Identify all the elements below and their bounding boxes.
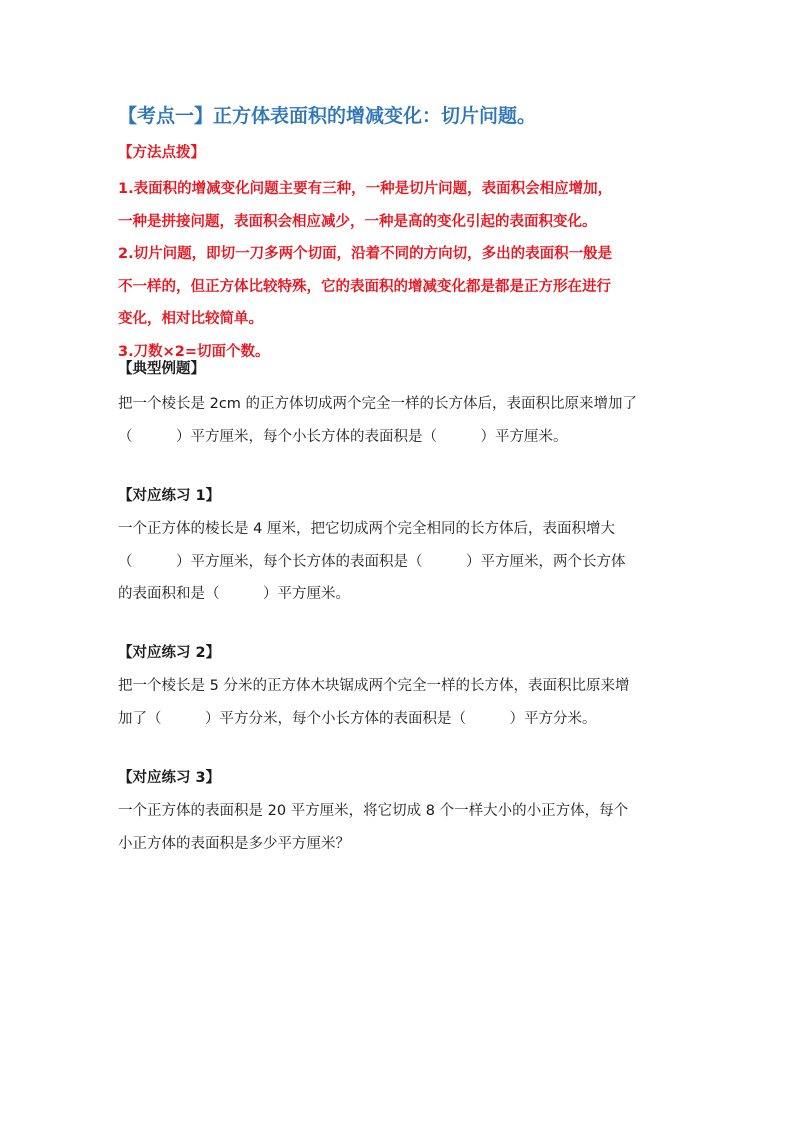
practice1-line: （ ）平方厘米，每个长方体的表面积是（ ）平方厘米，两个长方体 (118, 553, 626, 570)
practice2-heading: 【对应练习 2】 (118, 645, 221, 661)
method-heading: 【方法点拨】 (118, 145, 205, 161)
practice2-line: 加了（ ）平方分米，每个小长方体的表面积是（ ）平方分米。 (118, 710, 597, 727)
practice2-problem (118, 670, 680, 735)
practice2-line: 把一个棱长是 5 分米的正方体木块锯成两个完全一样的长方体，表面积比原来增 (118, 678, 630, 694)
example-line: 把一个棱长是 2cm 的正方体切成两个完全一样的长方体后，表面积比原来增加了 (118, 396, 638, 412)
page-title: 【考点一】正方体表面积的增减变化：切片问题。 (118, 105, 537, 127)
method-tips (118, 173, 680, 368)
practice3-problem (118, 795, 680, 860)
method-line: 不一样的，但正方体比较特殊，它的表面积的增减变化都是都是正方形在进行 (118, 278, 611, 295)
example-problem (118, 388, 680, 453)
method-line: 3.刀数×2=切面个数。 (118, 343, 270, 360)
method-line: 2.切片问题，即切一刀多两个切面，沿着不同的方向切，多出的表面积一般是 (118, 246, 613, 262)
method-line: 变化，相对比较简单。 (118, 311, 263, 327)
example-line: （ ）平方厘米，每个小长方体的表面积是（ ）平方厘米。 (118, 428, 568, 445)
practice1-line: 的表面积和是（ ）平方厘米。 (118, 586, 350, 602)
method-line: 一种是拼接问题，表面积会相应减少，一种是高的变化引起的表面积变化。 (118, 213, 597, 230)
practice1-line: 一个正方体的棱长是 4 厘米，把它切成两个完全相同的长方体后，表面积增大 (118, 521, 615, 537)
method-line: 1.表面积的增减变化问题主要有三种，一种是切片问题，表面积会相应增加， (118, 181, 613, 197)
practice1-heading: 【对应练习 1】 (118, 488, 221, 504)
example-heading: 【典型例题】 (118, 361, 205, 377)
practice3-line: 一个正方体的表面积是 20 平方厘米，将它切成 8 个一样大小的小正方体，每个 (118, 803, 629, 819)
practice3-line: 小正方体的表面积是多少平方厘米？ (118, 835, 350, 852)
practice3-heading: 【对应练习 3】 (118, 770, 221, 786)
practice1-problem (118, 513, 680, 611)
